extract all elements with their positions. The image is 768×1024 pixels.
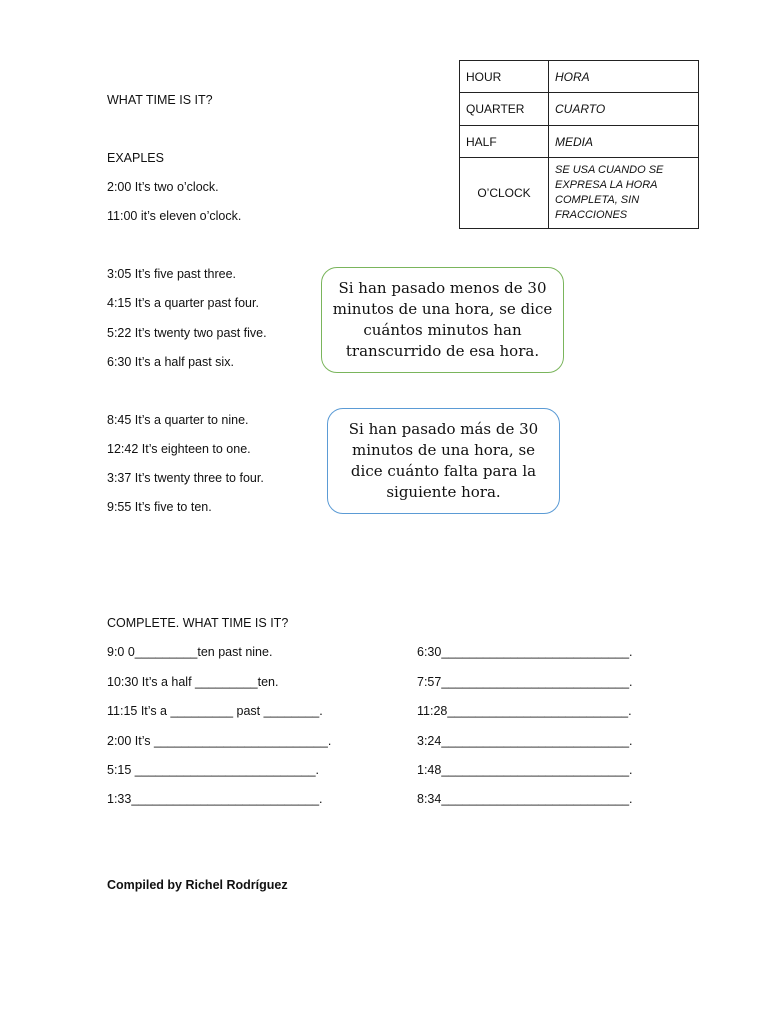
exercise-item: 3:24___________________________. [417, 734, 633, 748]
exercise-item: 8:34___________________________. [417, 792, 633, 806]
exercise-item: 5:15 __________________________. [107, 763, 320, 777]
example-line: 11:00 it’s eleven o’clock. [107, 209, 242, 223]
example-line: 6:30 It’s a half past six. [107, 355, 234, 369]
term-english: O’CLOCK [460, 158, 549, 229]
term-english: HOUR [460, 61, 549, 93]
note-to-rule [327, 408, 560, 514]
exercise-item: 6:30___________________________. [417, 645, 633, 659]
example-line: 3:37 It’s twenty three to four. [107, 471, 264, 485]
example-line: 9:55 It’s five to ten. [107, 500, 212, 514]
term-spanish: SE USA CUANDO SE EXPRESA LA HORA COMPLETA, SIN FRACCIONES [549, 158, 699, 229]
table-row [460, 93, 699, 126]
exercise-item: 1:33___________________________. [107, 792, 323, 806]
note-text: Si han pasado más de 30 minutos de una hora, se dice cuánto falta para la siguiente hora. [348, 420, 539, 501]
note-text: Si han pasado menos de 30 minutos de una hora, se dice cuántos minutos han transcurrido de esa hora. [332, 279, 553, 360]
term-spanish: CUARTO [549, 93, 699, 126]
vocabulary-table [459, 60, 699, 229]
exercise-item: 2:00 It’s _________________________. [107, 734, 332, 748]
examples-heading: EXAPLES [107, 151, 164, 165]
example-line: 2:00 It’s two o’clock. [107, 180, 219, 194]
exercise-item: 11:28__________________________. [417, 704, 632, 718]
example-line: 3:05 It’s five past three. [107, 267, 237, 281]
note-past-rule [321, 267, 564, 373]
exercise-item: 1:48___________________________. [417, 763, 633, 777]
term-english: QUARTER [460, 93, 549, 126]
term-spanish: MEDIA [549, 126, 699, 158]
table-row [460, 61, 699, 93]
term-english: HALF [460, 126, 549, 158]
exercise-item: 10:30 It’s a half _________ten. [107, 675, 279, 689]
example-line: 8:45 It’s a quarter to nine. [107, 413, 249, 427]
exercise-item: 9:0 0_________ten past nine. [107, 645, 273, 659]
example-line: 5:22 It’s twenty two past five. [107, 326, 267, 340]
example-line: 4:15 It’s a quarter past four. [107, 296, 259, 310]
page-title: WHAT TIME IS IT? [107, 93, 213, 107]
exercise-item: 7:57___________________________. [417, 675, 633, 689]
table-row [460, 158, 699, 229]
example-line: 12:42 It’s eighteen to one. [107, 442, 251, 456]
exercise-item: 11:15 It’s a _________ past ________. [107, 704, 323, 718]
table-row [460, 126, 699, 158]
author-credit: Compiled by Richel Rodríguez [107, 878, 288, 892]
exercise-heading: COMPLETE. WHAT TIME IS IT? [107, 616, 289, 630]
term-spanish: HORA [549, 61, 699, 93]
